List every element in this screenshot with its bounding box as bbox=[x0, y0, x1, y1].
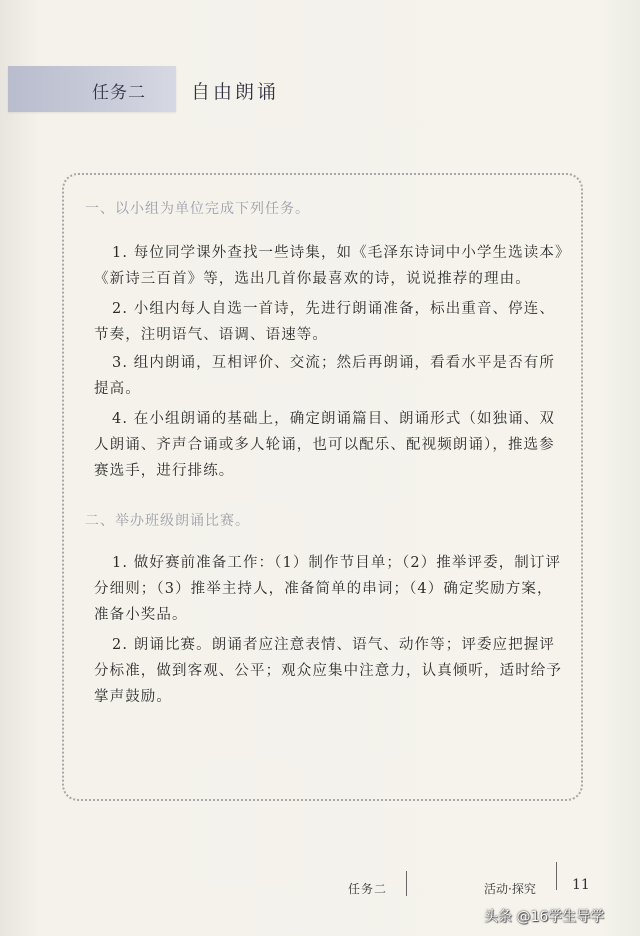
task-tab bbox=[8, 66, 176, 112]
paragraph-2-2: 2. 朗诵比赛。朗诵者应注意表情、语气、动作等；评委应把握评分标准，做到客观、公平；观众应集中注意力，认真倾听，适时给予掌声鼓励。 bbox=[94, 637, 562, 705]
paragraph-1-2: 2. 小组内每人自选一首诗，先进行朗诵准备，标出重音、停连、节奏，注明语气、语调、语速等。 bbox=[94, 301, 555, 343]
watermark: 头条 @16学生导学 bbox=[484, 909, 605, 925]
footer-task-label: 任务二 bbox=[348, 882, 388, 896]
section-heading-1: 一、以小组为单位完成下列任务。 bbox=[85, 201, 310, 217]
paragraph-2-1: 1. 做好赛前准备工作：（1）制作节目单；（2）推举评委，制订评分细则；（3）推举主持人，准备简单的串词；（4）确定奖励方案，准备小奖品。 bbox=[94, 555, 562, 623]
task-title: 自由朗诵 bbox=[191, 81, 280, 103]
page-number: 11 bbox=[572, 877, 590, 893]
paragraph-1-4: 4. 在小组朗诵的基础上，确定朗诵篇目、朗诵形式（如独诵、双人朗诵、齐声合诵或多人轮诵，也可以配乐、配视频朗诵），推选参赛选手，进行排练。 bbox=[94, 411, 555, 479]
footer-divider bbox=[556, 862, 557, 890]
footer-section-label: 活动·探究 bbox=[484, 882, 536, 896]
footer-divider bbox=[406, 871, 407, 896]
section-heading-2: 二、举办班级朗诵比赛。 bbox=[85, 513, 250, 529]
paragraph-1-1: 1. 每位同学课外查找一些诗集，如《毛泽东诗词中小学生选读本》《新诗三百首》等，选出几首你最喜欢的诗，说说推荐的理由。 bbox=[94, 245, 564, 287]
task-label: 任务二 bbox=[92, 83, 146, 103]
paragraph-1-3: 3. 组内朗诵，互相评价、交流；然后再朗诵，看看水平是否有所提高。 bbox=[94, 355, 555, 397]
task-header bbox=[8, 66, 608, 114]
